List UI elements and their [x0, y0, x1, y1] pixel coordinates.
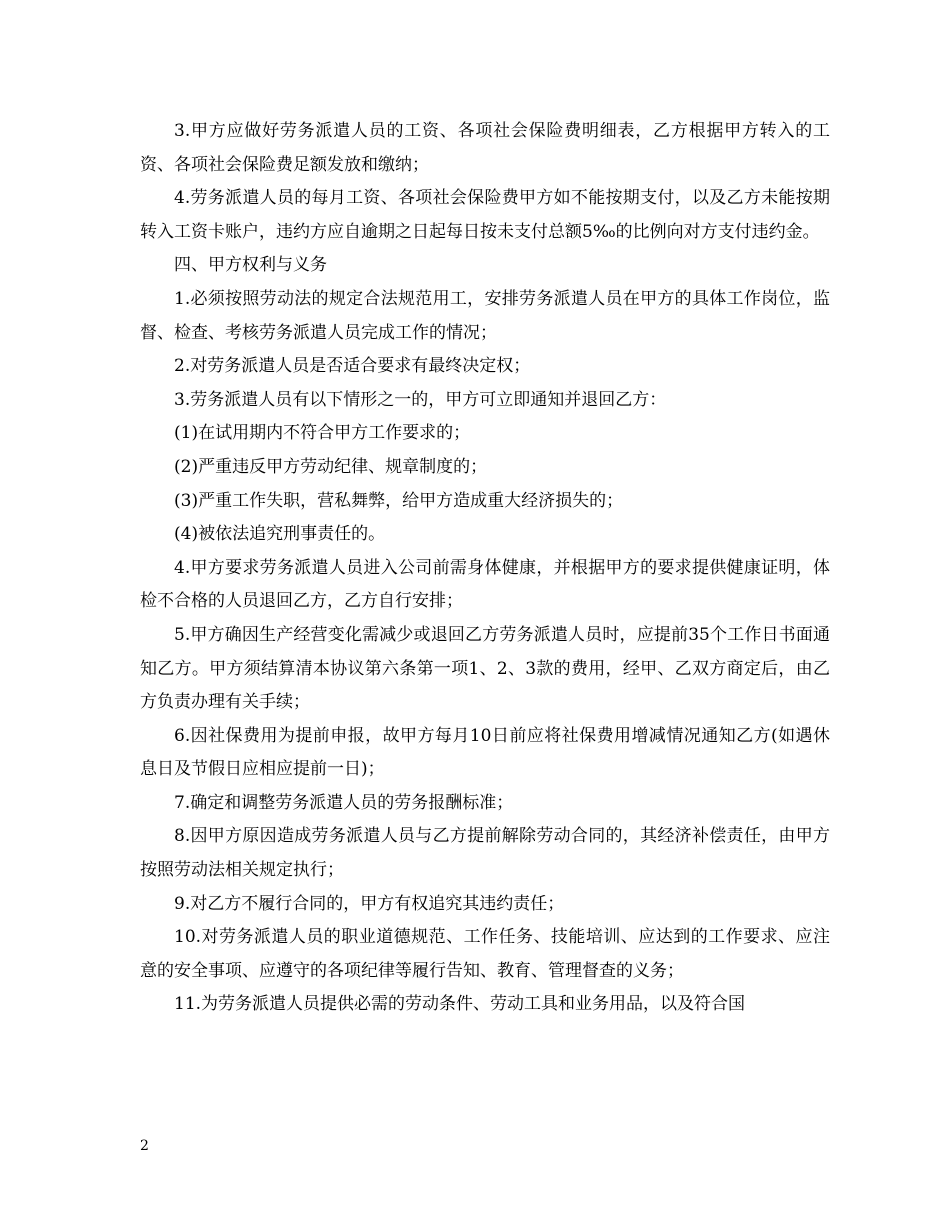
paragraph-6-social-security: 6.因社保费用为提前申报，故甲方每月10日前应将社保费用增减情况通知乙方(如遇休息日及节假日应相应提前一日)； — [140, 725, 830, 780]
page-number: 2 — [140, 1138, 149, 1154]
condition-item-3: (3)严重工作失职，营私舞弊，给甲方造成重大经济损失的； — [174, 490, 624, 511]
paragraph-7-remuneration: 7.确定和调整劳务派遣人员的劳务报酬标准； — [174, 792, 514, 813]
paragraph-9-breach: 9.对乙方不履行合同的，甲方有权追究其违约责任； — [174, 893, 565, 914]
condition-item-1: (1)在试用期内不符合甲方工作要求的； — [174, 423, 471, 444]
paragraph-8-compensation: 8.因甲方原因造成劳务派遣人员与乙方提前解除劳动合同的，其经济补偿责任，由甲方按照劳动法相关规定执行； — [140, 826, 830, 881]
paragraph-1-lawful-employment: 1.必须按照劳动法的规定合法规范用工，安排劳务派遣人员在甲方的具体工作岗位，监督、检查、考核劳务派遣人员完成工作的情况； — [140, 288, 830, 343]
section-heading-party-a-rights: 四、甲方权利与义务 — [174, 255, 327, 276]
condition-item-2: (2)严重违反甲方劳动纪律、规章制度的； — [174, 456, 488, 477]
paragraph-3-return-conditions: 3.劳务派遣人员有以下情形之一的，甲方可立即通知并退回乙方： — [174, 389, 667, 410]
paragraph-2-final-decision: 2.对劳务派遣人员是否适合要求有最终决定权； — [174, 356, 531, 377]
paragraph-4-late-payment: 4.劳务派遣人员的每月工资、各项社会保险费甲方如不能按期支付，以及乙方未能按期转入工资卡账户，违约方应自逾期之日起每日按未支付总额5‰的比例向对方支付违约金。 — [140, 188, 830, 242]
condition-item-4: (4)被依法追究刑事责任的。 — [174, 524, 386, 545]
paragraph-10-duties: 10.对劳务派遣人员的职业道德规范、工作任务、技能培训、应达到的工作要求、应注意的安全事项、应遵守的各项纪律等履行告知、教育、管理督查的义务； — [140, 927, 830, 981]
paragraph-3-wage-statement: 3.甲方应做好劳务派遣人员的工资、各项社会保险费明细表，乙方根据甲方转入的工资、各项社会保险费足额发放和缴纳； — [140, 121, 830, 175]
paragraph-4-health-check: 4.甲方要求劳务派遣人员进入公司前需身体健康，并根据甲方的要求提供健康证明，体检不合格的人员退回乙方，乙方自行安排； — [140, 557, 830, 612]
document-body — [140, 115, 830, 1022]
paragraph-11-working-conditions: 11.为劳务派遣人员提供必需的劳动条件、劳动工具和业务用品，以及符合国 — [174, 994, 746, 1015]
paragraph-5-reduction-notice: 5.甲方确因生产经营变化需减少或退回乙方劳务派遣人员时，应提前35个工作日书面通知乙方。甲方须结算清本协议第六条第一项1、2、3款的费用，经甲、乙双方商定后，由乙方负责办理有关手续； — [140, 624, 830, 713]
